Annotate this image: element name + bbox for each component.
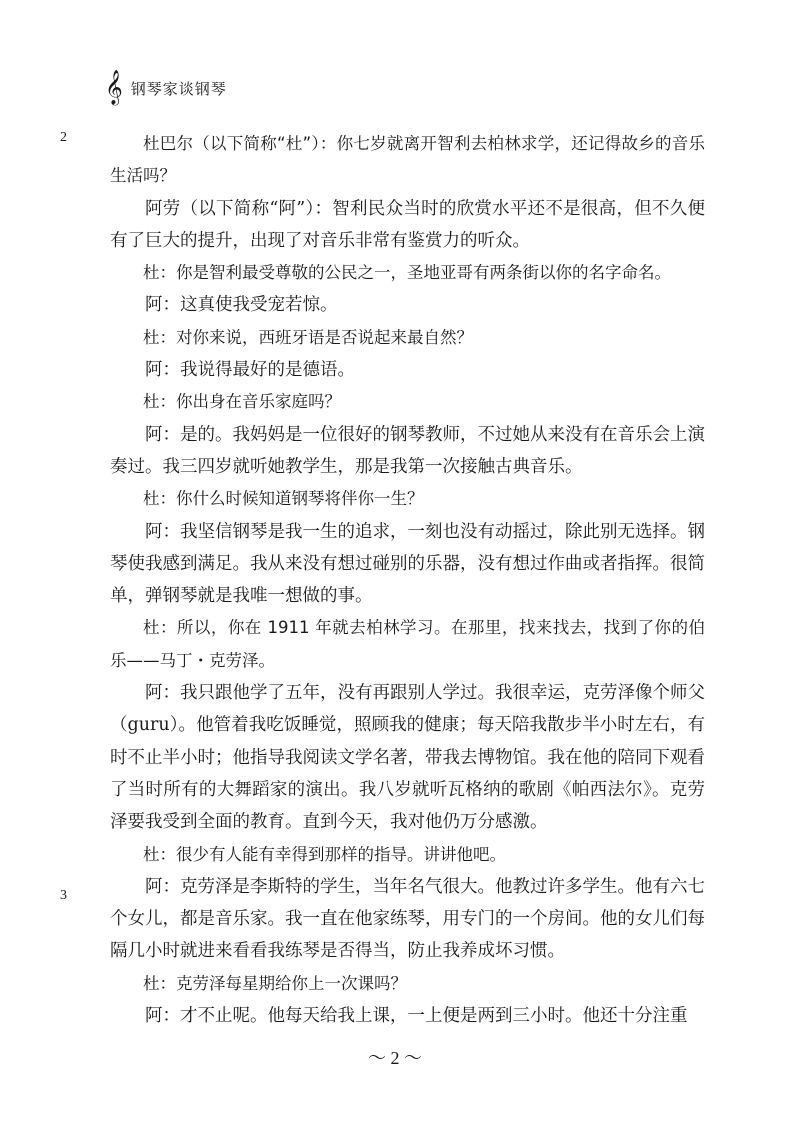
question-paragraph: 杜：你是智利最受尊敬的公民之一，圣地亚哥有两条街以你的名字命名。	[143, 263, 671, 283]
answer-paragraph: 阿：是的。我妈妈是一位很好的钢琴教师，不过她从来没有在音乐会上演奏过。我三四岁就听她教学生，那是我第一次接触古典音乐。	[110, 424, 705, 477]
answer-paragraph: 阿：克劳泽是李斯特的学生，当年名气很大。他教过许多学生。他有六七个女儿，都是音乐家。我一直在他家练琴，用专门的一个房间。他的女儿们每隔几小时就进来看看我练琴是否得当，防止我养成坏习惯。	[110, 876, 705, 962]
answer-paragraph: 阿：才不止呢。他每天给我上课，一上便是两到三小时。他还十分注重	[145, 1006, 688, 1027]
question-paragraph: 杜：你什么时候知道钢琴将伴你一生？	[143, 489, 424, 509]
interview-text	[110, 128, 705, 1032]
question-paragraph: 杜：所以，你在 1911 年就去柏林学习。在那里，找来找去，找到了你的伯乐——马丁・克劳泽。	[110, 618, 705, 670]
question-paragraph: 杜：很少有人能有幸得到那样的指导。讲讲他吧。	[143, 844, 506, 864]
answer-paragraph: 阿劳（以下简称“阿”）：智利民众当时的欣赏水平还不是很高，但不久便有了巨大的提升，出现了对音乐非常有鉴赏力的听众。	[110, 198, 705, 251]
running-header	[105, 70, 227, 106]
question-paragraph: 杜：克劳泽每星期给你上一次课吗？	[143, 973, 407, 993]
answer-paragraph: 阿：我只跟他学了五年，没有再跟别人学过。我很幸运，克劳泽像个师父（guru）。他管着我吃饭睡觉，照顾我的健康；每天陪我散步半小时左右，有时不止半小时；他指导我阅读文学名著，带我去博物馆。我在他的陪同下观看了当时所有的大舞蹈家的演出。我八岁就听瓦格纳的歌剧《帕西法尔》。克劳泽要我受到全面的教育。直到今天，我对他仍万分感激。	[110, 683, 705, 833]
question-paragraph: 杜：对你来说，西班牙语是否说起来最自然？	[143, 327, 473, 347]
page-number: ～ 2 ～	[368, 1048, 422, 1068]
margin-number: 2	[60, 130, 67, 145]
running-header-title: 钢琴家谈钢琴	[130, 79, 227, 98]
answer-paragraph: 阿：这真使我受宠若惊。	[145, 295, 338, 316]
question-paragraph: 杜：你出身在音乐家庭吗？	[143, 392, 341, 412]
answer-paragraph: 阿：我说得最好的是德语。	[145, 360, 355, 381]
answer-paragraph: 阿：我坚信钢琴是我一生的追求，一刻也没有动摇过，除此别无选择。钢琴使我感到满足。我从来没有想过碰别的乐器，没有想过作曲或者指挥。很简单，弹钢琴就是我唯一想做的事。	[110, 521, 705, 607]
question-paragraph: 杜巴尔（以下简称“杜”）：你七岁就离开智利去柏林求学，还记得故乡的音乐生活吗？	[110, 134, 705, 186]
treble-clef-icon: 𝄞	[105, 70, 123, 105]
margin-number: 3	[60, 888, 67, 903]
